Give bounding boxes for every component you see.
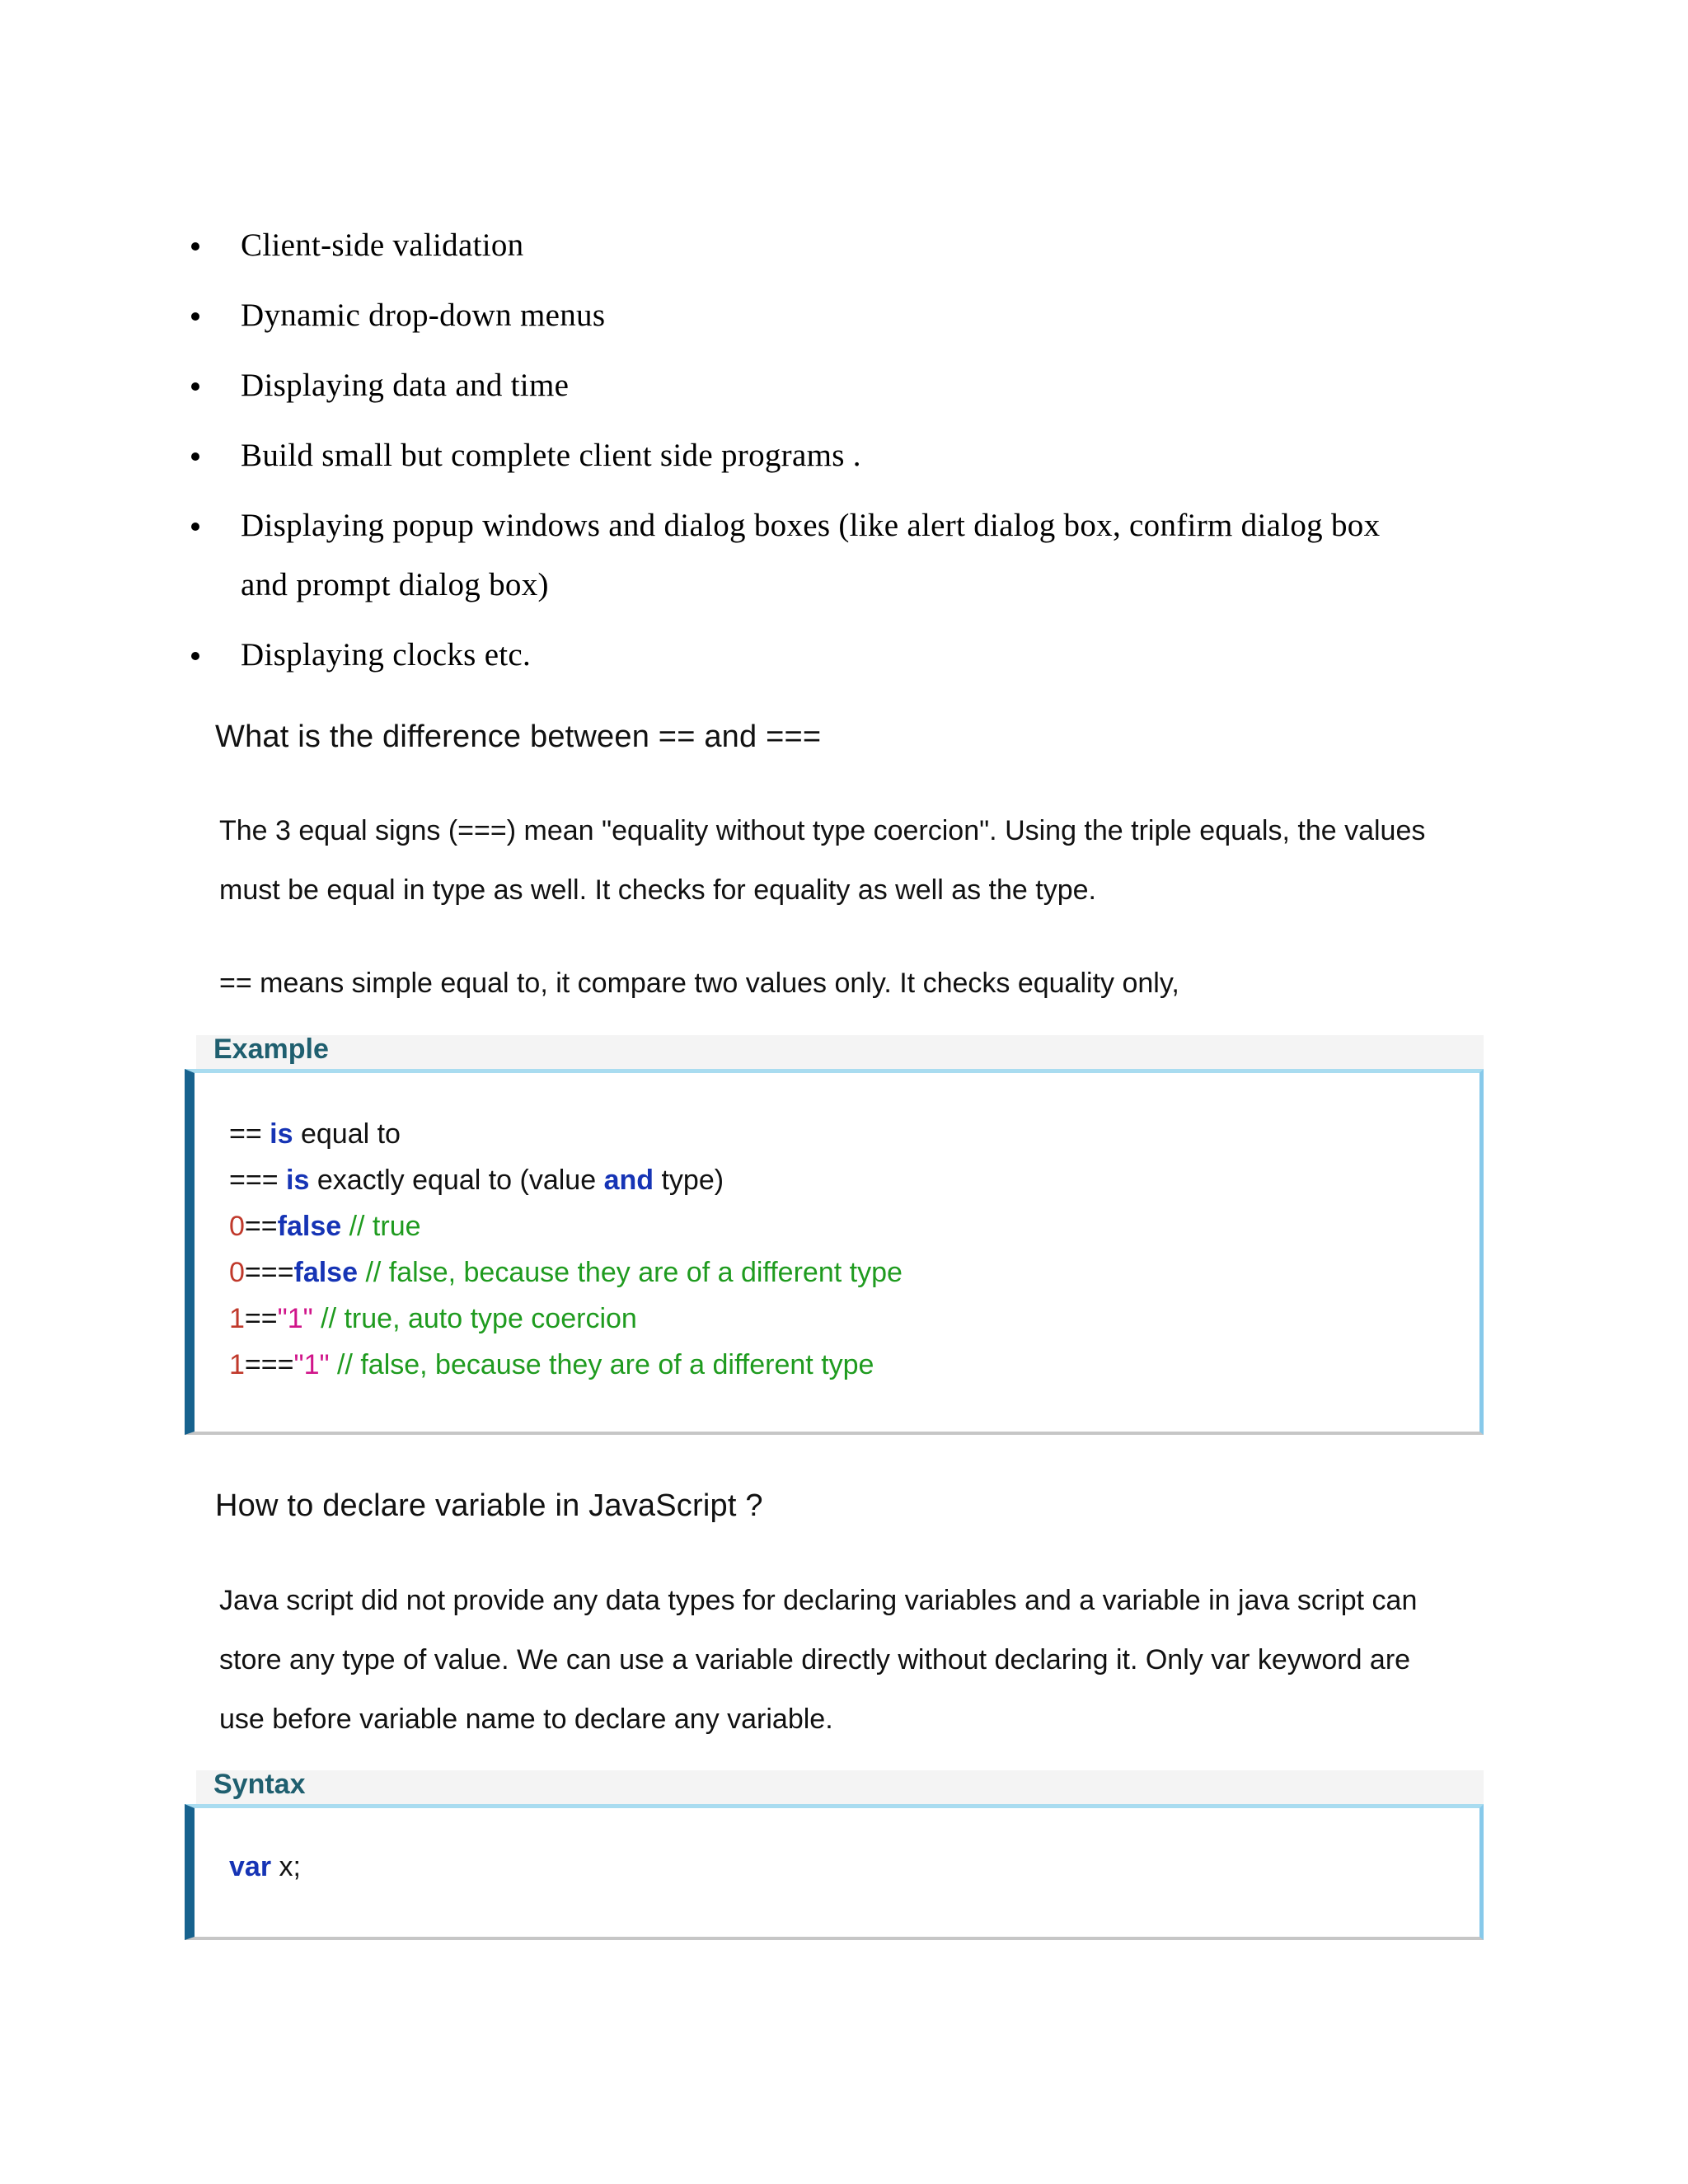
section-heading-declare-variable: How to declare variable in JavaScript ? [215,1488,763,1523]
code-line [229,1349,874,1381]
code-token: // false, because they are of a different type [329,1349,874,1380]
syntax-label-bar [196,1770,1484,1805]
code-token: == [244,1211,278,1242]
code-line [229,1211,421,1243]
equality-paragraph-2: == means simple equal to, it compare two values only. It checks equality only, [219,968,1179,999]
code-line [229,1851,301,1883]
bullet-dot-icon [191,312,199,321]
bullet-dot-icon [191,452,199,461]
code-token: === [229,1165,287,1196]
syntax-label: Syntax [213,1769,306,1800]
bullet-item [188,216,1474,275]
code-token: is [286,1165,310,1196]
bullet-item [188,496,1474,615]
code-line [229,1257,903,1289]
code-token: and [603,1165,654,1196]
bullet-dot-icon [191,652,199,660]
bullet-item [188,356,1474,415]
code-token: // false, because they are of a different type [358,1257,903,1288]
code-token: === [244,1257,294,1288]
code-token: == [244,1303,278,1334]
feature-bullet-list [188,216,1474,696]
code-token: === [244,1349,294,1380]
code-token: "1" [277,1303,313,1334]
bullet-text: Build small but complete client side programs . [241,438,861,473]
declare-paragraph-line-1: Java script did not provide any data types for declaring variables and a variable in java script can [219,1585,1418,1616]
code-token: "1" [293,1349,330,1380]
bullet-item [188,426,1474,485]
code-token: equal to [293,1118,401,1150]
bullet-dot-icon [191,382,199,391]
code-token: false [293,1257,358,1288]
code-token: // true, auto type coercion [312,1303,637,1334]
code-token: 1 [229,1303,245,1334]
syntax-code-box [185,1804,1484,1940]
example-label: Example [213,1033,329,1065]
bullet-text: Displaying clocks etc. [241,637,532,673]
example-code-box [185,1069,1484,1435]
bullet-text: Displaying popup windows and dialog boxes (like alert dialog box, confirm dialog box [241,508,1381,543]
bullet-item [188,626,1474,685]
declare-paragraph-line-2: store any type of value. We can use a variable directly without declaring it. Only var keyword are [219,1644,1411,1675]
equality-paragraph-line-2: must be equal in type as well. It checks for equality as well as the type. [219,874,1096,906]
bullet-text: and prompt dialog box) [241,567,549,602]
code-token: false [277,1211,342,1242]
bullet-text: Displaying data and time [241,368,570,403]
bullet-dot-icon [191,242,199,251]
code-line [229,1303,637,1335]
bullet-item [188,286,1474,345]
section-heading-equality: What is the difference between == and === [215,719,822,754]
code-token: // true [341,1211,421,1242]
code-token: is [270,1118,293,1150]
bullet-text: Client-side validation [241,227,524,263]
code-token: x; [271,1851,301,1882]
bullet-dot-icon [191,523,199,531]
code-line [229,1165,724,1197]
code-token: 0 [229,1211,245,1242]
bullet-text: Dynamic drop-down menus [241,298,606,333]
code-token: type) [654,1165,724,1196]
code-token: 1 [229,1349,245,1380]
code-token: exactly equal to (value [309,1165,604,1196]
code-token: 0 [229,1257,245,1288]
example-label-bar [196,1035,1484,1070]
code-token: == [229,1118,270,1150]
equality-paragraph-line-1: The 3 equal signs (===) mean "equality without type coercion". Using the triple equals, the values [219,815,1426,846]
code-line [229,1118,401,1151]
code-token: var [229,1851,272,1882]
declare-paragraph-line-3: use before variable name to declare any variable. [219,1704,833,1735]
